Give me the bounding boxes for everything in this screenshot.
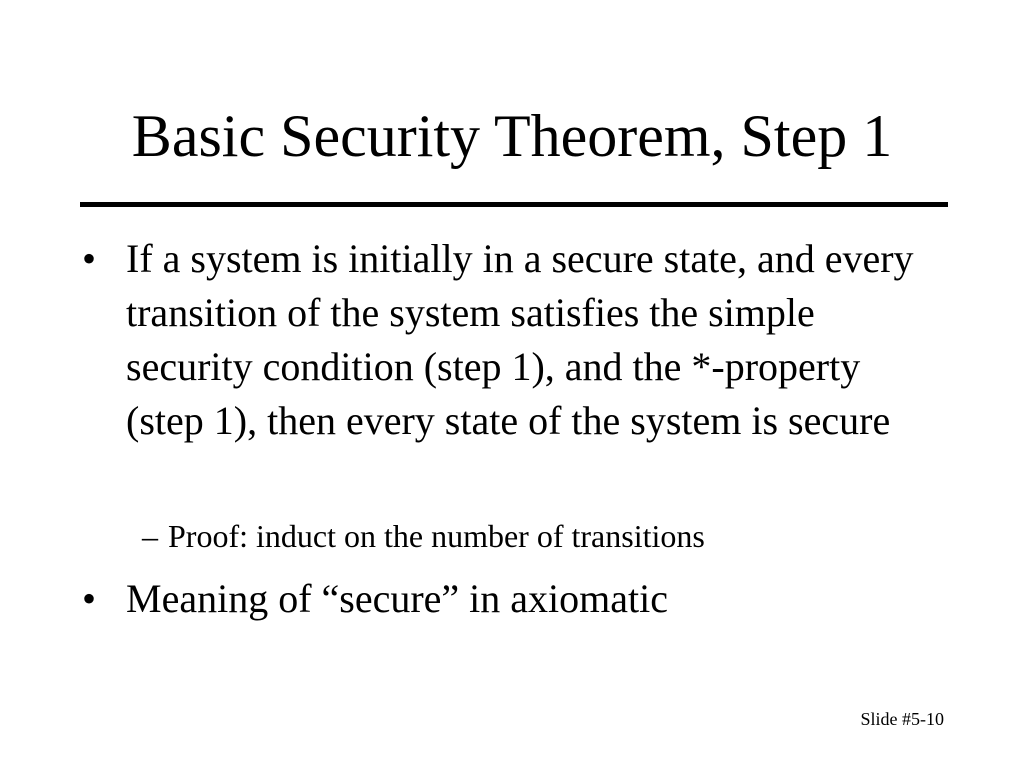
slide-number: Slide #5-10 (860, 709, 944, 729)
sub-bullet-marker: – (142, 518, 158, 554)
bullet-text: If a system is initially in a secure state, and every transition of the system satisfies the simple security condition (step 1), and the *-property (step 1), then every state of the system is secure (126, 236, 914, 443)
bullet-text: Meaning of “secure” in axiomatic (126, 576, 668, 621)
bullet-marker: • (82, 576, 97, 621)
title-divider (80, 202, 948, 207)
sub-bullet-text: Proof: induct on the number of transitions (168, 518, 705, 554)
sub-bullet-item-1 (142, 516, 902, 556)
bullet-marker: • (82, 236, 97, 281)
slide-title: Basic Security Theorem, Step 1 (131, 103, 893, 169)
